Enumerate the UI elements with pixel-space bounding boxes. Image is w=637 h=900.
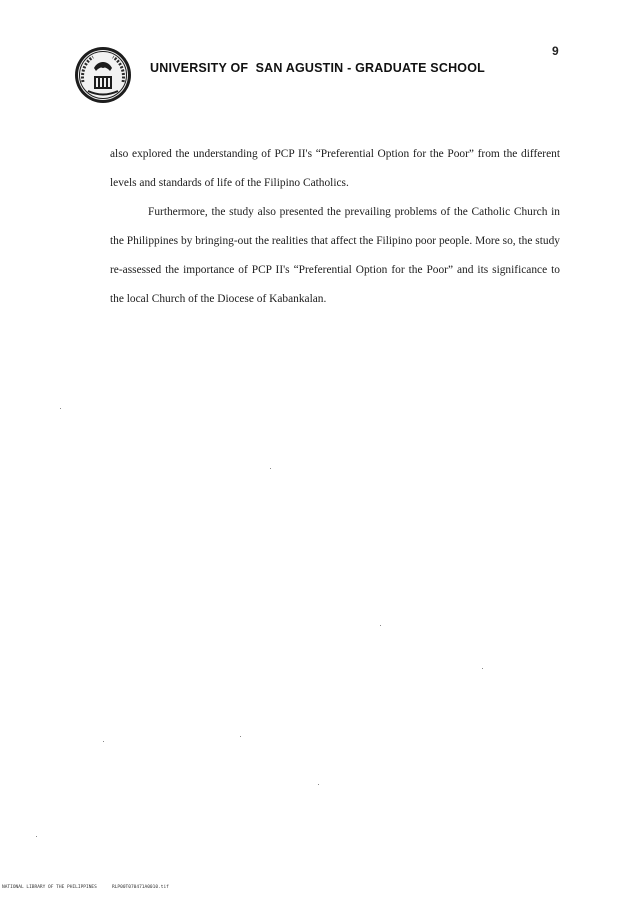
scan-speck — [318, 784, 319, 785]
page-number: 9 — [552, 44, 559, 58]
university-seal-icon — [74, 46, 132, 104]
paragraph-1: also explored the understanding of PCP II's “Preferential Option for the Poor” from the different levels and standards of life of the Filipino Catholics. — [110, 148, 560, 189]
scan-speck — [270, 468, 271, 469]
paragraph-2: Furthermore, the study also presented the prevailing problems of the Catholic Church in the Philippines by bringing-out the realities that affect the Filipino poor people. More so, the study re-assessed the importance of PCP II's “Preferential Option for the Poor” and its significance to the local Church of the Diocese of Kabankalan. — [110, 206, 560, 305]
scan-speck — [36, 836, 37, 837]
footer-library-label: NATIONAL LIBRARY OF THE PHILIPPINES — [2, 885, 97, 890]
school-name: UNIVERSITY OF SAN AGUSTIN - GRADUATE SCHOOL — [150, 61, 485, 75]
footer-file-id: RLP00T070471A0010.tif — [112, 885, 169, 890]
body-text — [110, 140, 560, 314]
scan-speck — [103, 741, 104, 742]
scan-speck — [60, 408, 61, 409]
scan-speck — [380, 625, 381, 626]
scan-speck — [482, 668, 483, 669]
scan-speck — [240, 736, 241, 737]
